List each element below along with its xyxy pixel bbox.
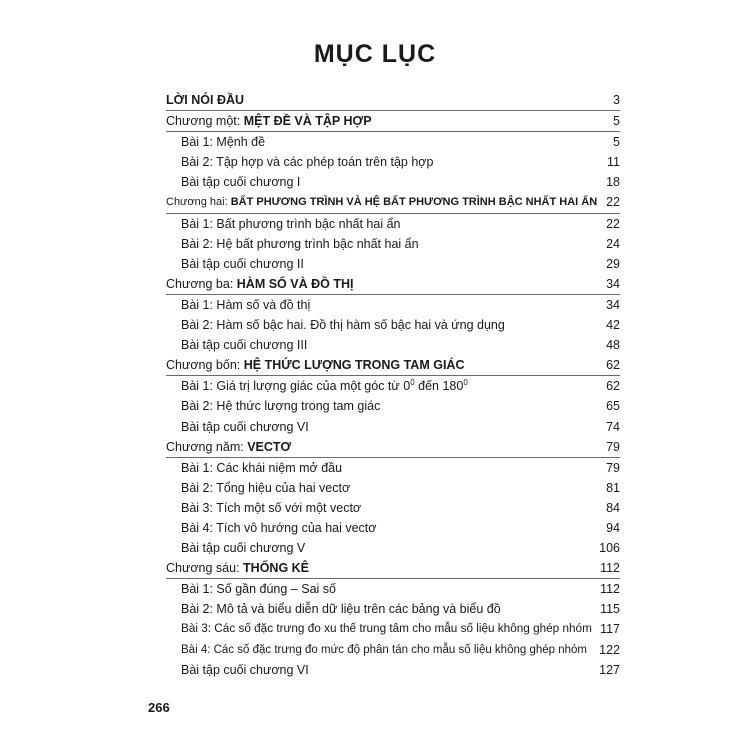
toc-chapter xyxy=(166,437,620,458)
lesson-text-a: Bài 1: Giá trị lượng giác của một góc từ 0 xyxy=(181,379,411,394)
toc-lesson xyxy=(166,214,620,234)
toc-page-number: 22 xyxy=(606,195,620,210)
toc-lesson xyxy=(166,376,620,396)
degree-superscript: 0 xyxy=(463,378,468,388)
toc-entry-front xyxy=(166,90,620,111)
toc-lesson xyxy=(166,396,620,416)
toc-label: Bài 3: Tích một số với một vectơ xyxy=(181,500,362,515)
toc-lesson xyxy=(166,660,620,680)
toc-lesson xyxy=(166,498,620,518)
toc-label xyxy=(166,558,309,578)
toc-page-number: 29 xyxy=(606,256,620,271)
toc-lesson xyxy=(166,172,620,192)
toc-label xyxy=(166,111,372,131)
toc-label: Bài tập cuối chương II xyxy=(181,256,304,271)
toc-page-number: 79 xyxy=(606,460,620,475)
chapter-prefix: Chương năm: xyxy=(166,439,248,454)
toc-lesson xyxy=(166,152,620,172)
toc-lesson xyxy=(166,234,620,254)
toc-page-number: 79 xyxy=(606,439,620,454)
toc-chapter xyxy=(166,558,620,579)
degree-superscript: 0 xyxy=(410,378,415,388)
toc-lesson xyxy=(166,295,620,315)
toc-page-number: 112 xyxy=(600,561,620,576)
toc-page-number: 74 xyxy=(606,419,620,434)
table-of-contents xyxy=(166,90,620,680)
toc-label: Bài 1: Các khái niệm mở đầu xyxy=(181,460,343,475)
toc-label xyxy=(166,274,353,294)
chapter-prefix: Chương hai: xyxy=(166,196,231,209)
toc-page-number: 81 xyxy=(606,480,620,495)
toc-label: Bài tập cuối chương I xyxy=(181,175,301,190)
toc-lesson xyxy=(166,315,620,335)
toc-label: Bài tập cuối chương VI xyxy=(181,662,309,677)
toc-label: Bài 1: Mệnh đề xyxy=(181,135,266,150)
toc-label: Bài 4: Các số đặc trưng đo mức độ phân tán cho mẫu số liệu không ghép nhóm xyxy=(181,643,588,656)
toc-page-number: 117 xyxy=(600,622,620,637)
toc-label: Bài 1: Hàm số và đồ thị xyxy=(181,297,311,312)
toc-chapter xyxy=(166,192,620,213)
toc-page-number: 24 xyxy=(606,236,620,251)
toc-page-number: 42 xyxy=(606,318,620,333)
toc-label: Bài 2: Tập hợp và các phép toán trên tập hợp xyxy=(181,155,434,170)
chapter-prefix: Chương sáu: xyxy=(166,561,244,576)
toc-page-number: 34 xyxy=(606,297,620,312)
toc-page-number: 3 xyxy=(613,93,620,107)
toc-label: Bài 2: Hệ bất phương trình bậc nhất hai ẩn xyxy=(181,236,419,251)
toc-page-number: 106 xyxy=(599,541,620,556)
toc-lesson xyxy=(166,335,620,355)
toc-lesson xyxy=(166,478,620,498)
toc-lesson xyxy=(166,458,620,478)
toc-page-number: 65 xyxy=(606,399,620,414)
chapter-name: MỆT ĐỀ VÀ TẬP HỢP xyxy=(243,114,372,129)
chapter-prefix: Chương ba: xyxy=(166,276,237,291)
toc-page-number: 94 xyxy=(606,520,620,535)
toc-lesson xyxy=(166,599,620,619)
toc-page-number: 122 xyxy=(599,642,620,657)
toc-label: Bài 1: Số gần đúng – Sai số xyxy=(181,582,336,597)
toc-lesson xyxy=(166,417,620,437)
toc-label xyxy=(181,376,468,396)
toc-page-number: 22 xyxy=(606,216,620,231)
toc-label: LỜI NÓI ĐẦU xyxy=(166,93,245,107)
toc-lesson xyxy=(166,640,620,660)
toc-page-number: 62 xyxy=(606,379,620,394)
page-title: MỤC LỤC xyxy=(313,40,437,68)
toc-page-number: 11 xyxy=(607,155,620,170)
toc-chapter xyxy=(166,355,620,376)
toc-chapter xyxy=(166,111,620,132)
toc-label xyxy=(166,192,597,212)
toc-page-number: 5 xyxy=(613,114,620,129)
toc-label: Bài tập cuối chương VI xyxy=(181,419,309,434)
chapter-name: HÀM SỐ VÀ ĐỒ THỊ xyxy=(236,276,354,291)
chapter-name: VECTƠ xyxy=(247,439,292,454)
chapter-prefix: Chương bốn: xyxy=(166,358,244,373)
toc-label xyxy=(166,355,464,375)
toc-lesson xyxy=(166,579,620,599)
toc-label: Bài 2: Mô tả và biểu diễn dữ liệu trên các bảng và biểu đồ xyxy=(181,602,501,617)
chapter-name: BẤT PHƯƠNG TRÌNH VÀ HỆ BẤT PHƯƠNG TRÌNH BẬC NHẤT HAI ẨN xyxy=(230,196,598,209)
toc-page-number: 84 xyxy=(606,500,620,515)
toc-label: Bài 2: Tổng hiệu của hai vectơ xyxy=(181,480,351,495)
toc-page-number: 112 xyxy=(600,582,620,597)
toc-page-number: 115 xyxy=(600,602,620,617)
toc-label xyxy=(166,437,291,457)
toc-page-number: 48 xyxy=(606,338,620,353)
footer-page-number: 266 xyxy=(148,700,170,715)
toc-lesson xyxy=(166,254,620,274)
toc-page-number: 34 xyxy=(606,276,620,291)
toc-label: Bài 2: Hàm số bậc hai. Đồ thị hàm số bậc hai và ứng dụng xyxy=(181,318,505,333)
chapter-prefix: Chương một: xyxy=(166,114,244,129)
toc-label: Bài tập cuối chương III xyxy=(181,338,308,353)
toc-page-number: 127 xyxy=(599,662,620,677)
toc-label: Bài 3: Các số đặc trưng đo xu thế trung tâm cho mẫu số liệu không ghép nhóm xyxy=(181,622,592,636)
toc-page-number: 18 xyxy=(606,175,620,190)
chapter-name: HỆ THỨC LƯỢNG TRONG TAM GIÁC xyxy=(243,358,465,373)
toc-label: Bài 1: Bất phương trình bậc nhất hai ẩn xyxy=(181,216,401,231)
toc-page-number: 62 xyxy=(606,358,620,373)
toc-label: Bài 4: Tích vô hướng của hai vectơ xyxy=(181,520,377,535)
lesson-text-b: đến 180 xyxy=(414,379,464,394)
toc-label: Bài tập cuối chương V xyxy=(181,541,306,556)
toc-label: Bài 2: Hệ thức lượng trong tam giác xyxy=(181,399,381,414)
toc-lesson xyxy=(166,619,620,639)
toc-page-number: 5 xyxy=(613,135,620,150)
chapter-name: THỐNG KÊ xyxy=(243,561,310,576)
toc-lesson xyxy=(166,538,620,558)
toc-lesson xyxy=(166,518,620,538)
toc-lesson xyxy=(166,132,620,152)
toc-chapter xyxy=(166,274,620,295)
